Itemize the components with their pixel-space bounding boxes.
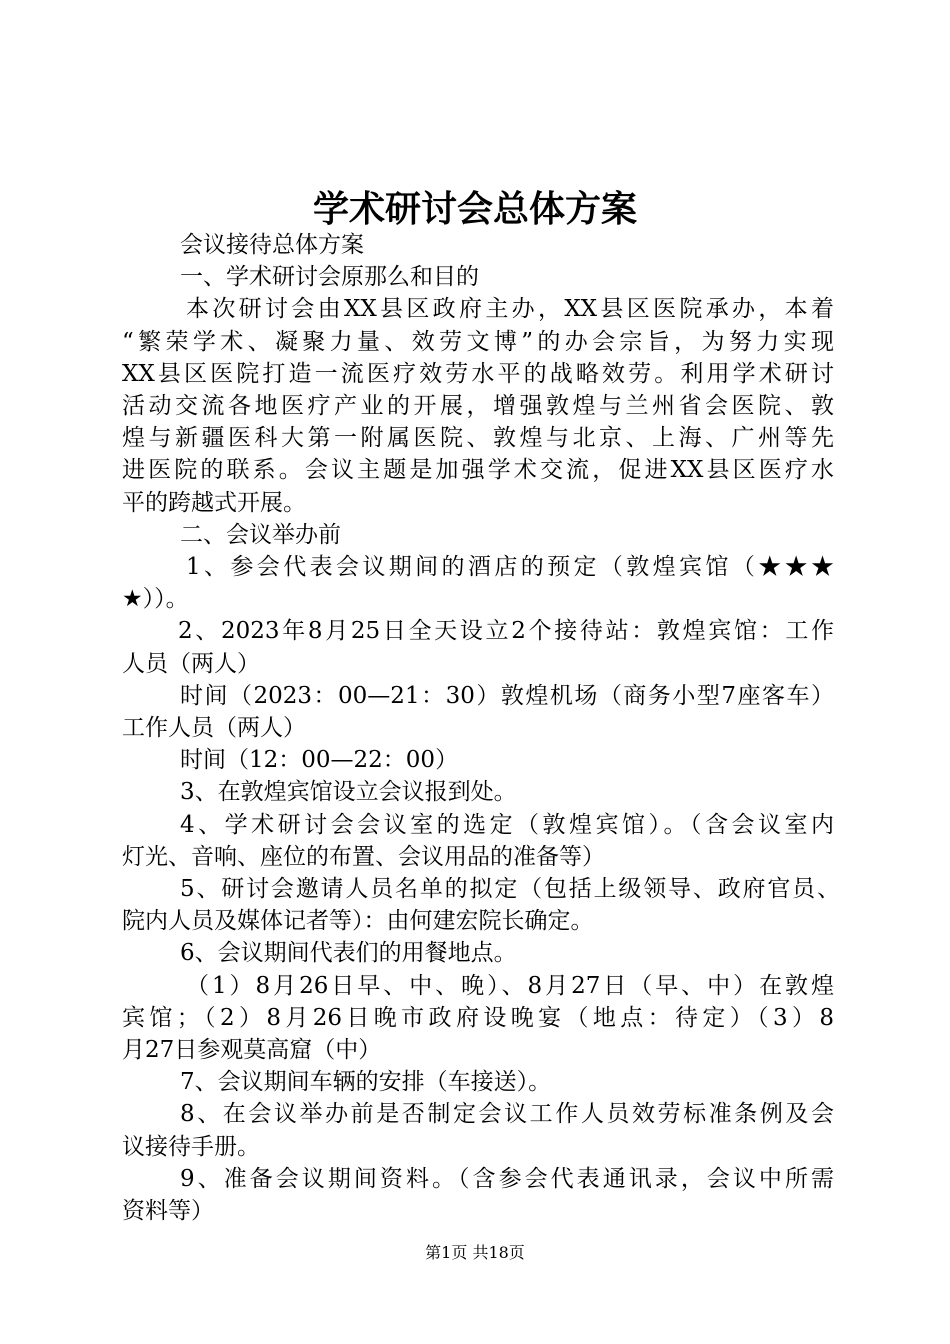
- text-line: 时间（12：00—22：00）: [180, 747, 459, 774]
- text-line: 3、在敦煌宾馆设立会议报到处。: [180, 779, 517, 806]
- text-line: ★））。: [122, 586, 189, 613]
- text-line: （1）8月26日早、中、晚）、8月27日（早、中）在敦煌: [186, 972, 834, 999]
- text-line: 4、学术研讨会会议室的选定（敦煌宾馆）。（含会议室内: [180, 811, 834, 838]
- section-heading: 二、会议举办前: [180, 521, 341, 548]
- text-line: 平的跨越式开展。: [122, 489, 306, 516]
- text-line: 2、2023年8月25日全天设立2个接待站：敦煌宾馆：工作: [178, 618, 834, 645]
- text-line: 月27日参观莫高窟（中）: [122, 1037, 382, 1063]
- text-line: 资料等）: [122, 1198, 214, 1224]
- text-line: 1、参会代表会议期间的酒店的预定（敦煌宾馆（★★★: [186, 554, 834, 580]
- text-line: 8、在会议举办前是否制定会议工作人员效劳标准条例及会: [180, 1101, 834, 1128]
- text-line: 宾馆；（2）8月26日晚市政府设晚宴（地点：待定）（3）8: [122, 1004, 834, 1031]
- text-line: 工作人员（两人）: [122, 715, 306, 741]
- text-line: 时间（2023：00—21：30）敦煌机场（商务小型7座客车）: [180, 682, 834, 709]
- text-line: 议接待手册。: [122, 1133, 260, 1160]
- text-line: 7、会议期间车辆的安排（车接送）。: [180, 1069, 552, 1096]
- text-line: 人员（两人）: [122, 650, 260, 677]
- text-line: 灯光、音响、座位的布置、会议用品的准备等）: [122, 843, 605, 870]
- text-line: 活动交流各地医疗产业的开展，增强敦煌与兰州省会医院、敦: [122, 393, 834, 419]
- text-line: “繁荣学术、凝聚力量、效劳文博”的办会宗旨，为努力实现: [122, 328, 834, 355]
- text-line: XX县区医院打造一流医疗效劳水平的战略效劳。利用学术研讨: [122, 360, 834, 387]
- text-line: 一、学术研讨会原那么和目的: [180, 264, 479, 291]
- text-line: 煌与新疆医科大第一附属医院、敦煌与北京、上海、广州等先: [122, 425, 834, 452]
- document-title: 学术研讨会总体方案: [312, 189, 637, 230]
- text-line: 会议接待总体方案: [180, 232, 364, 258]
- page-number: 第1页 共18页: [425, 1243, 525, 1262]
- text-line: 进医院的联系。会议主题是加强学术交流，促进XX县区医疗水: [122, 457, 834, 484]
- text-line: 院内人员及媒体记者等）：由何建宏院长确定。: [122, 908, 594, 935]
- text-line: 5、研讨会邀请人员名单的拟定（包括上级领导、政府官员、: [180, 876, 840, 902]
- text-line: 本次研讨会由XX县区政府主办，XX县区医院承办，本着: [186, 296, 834, 323]
- text-line: 9、准备会议期间资料。（含参会代表通讯录，会议中所需: [180, 1165, 834, 1192]
- text-line: 6、会议期间代表们的用餐地点。: [180, 940, 517, 967]
